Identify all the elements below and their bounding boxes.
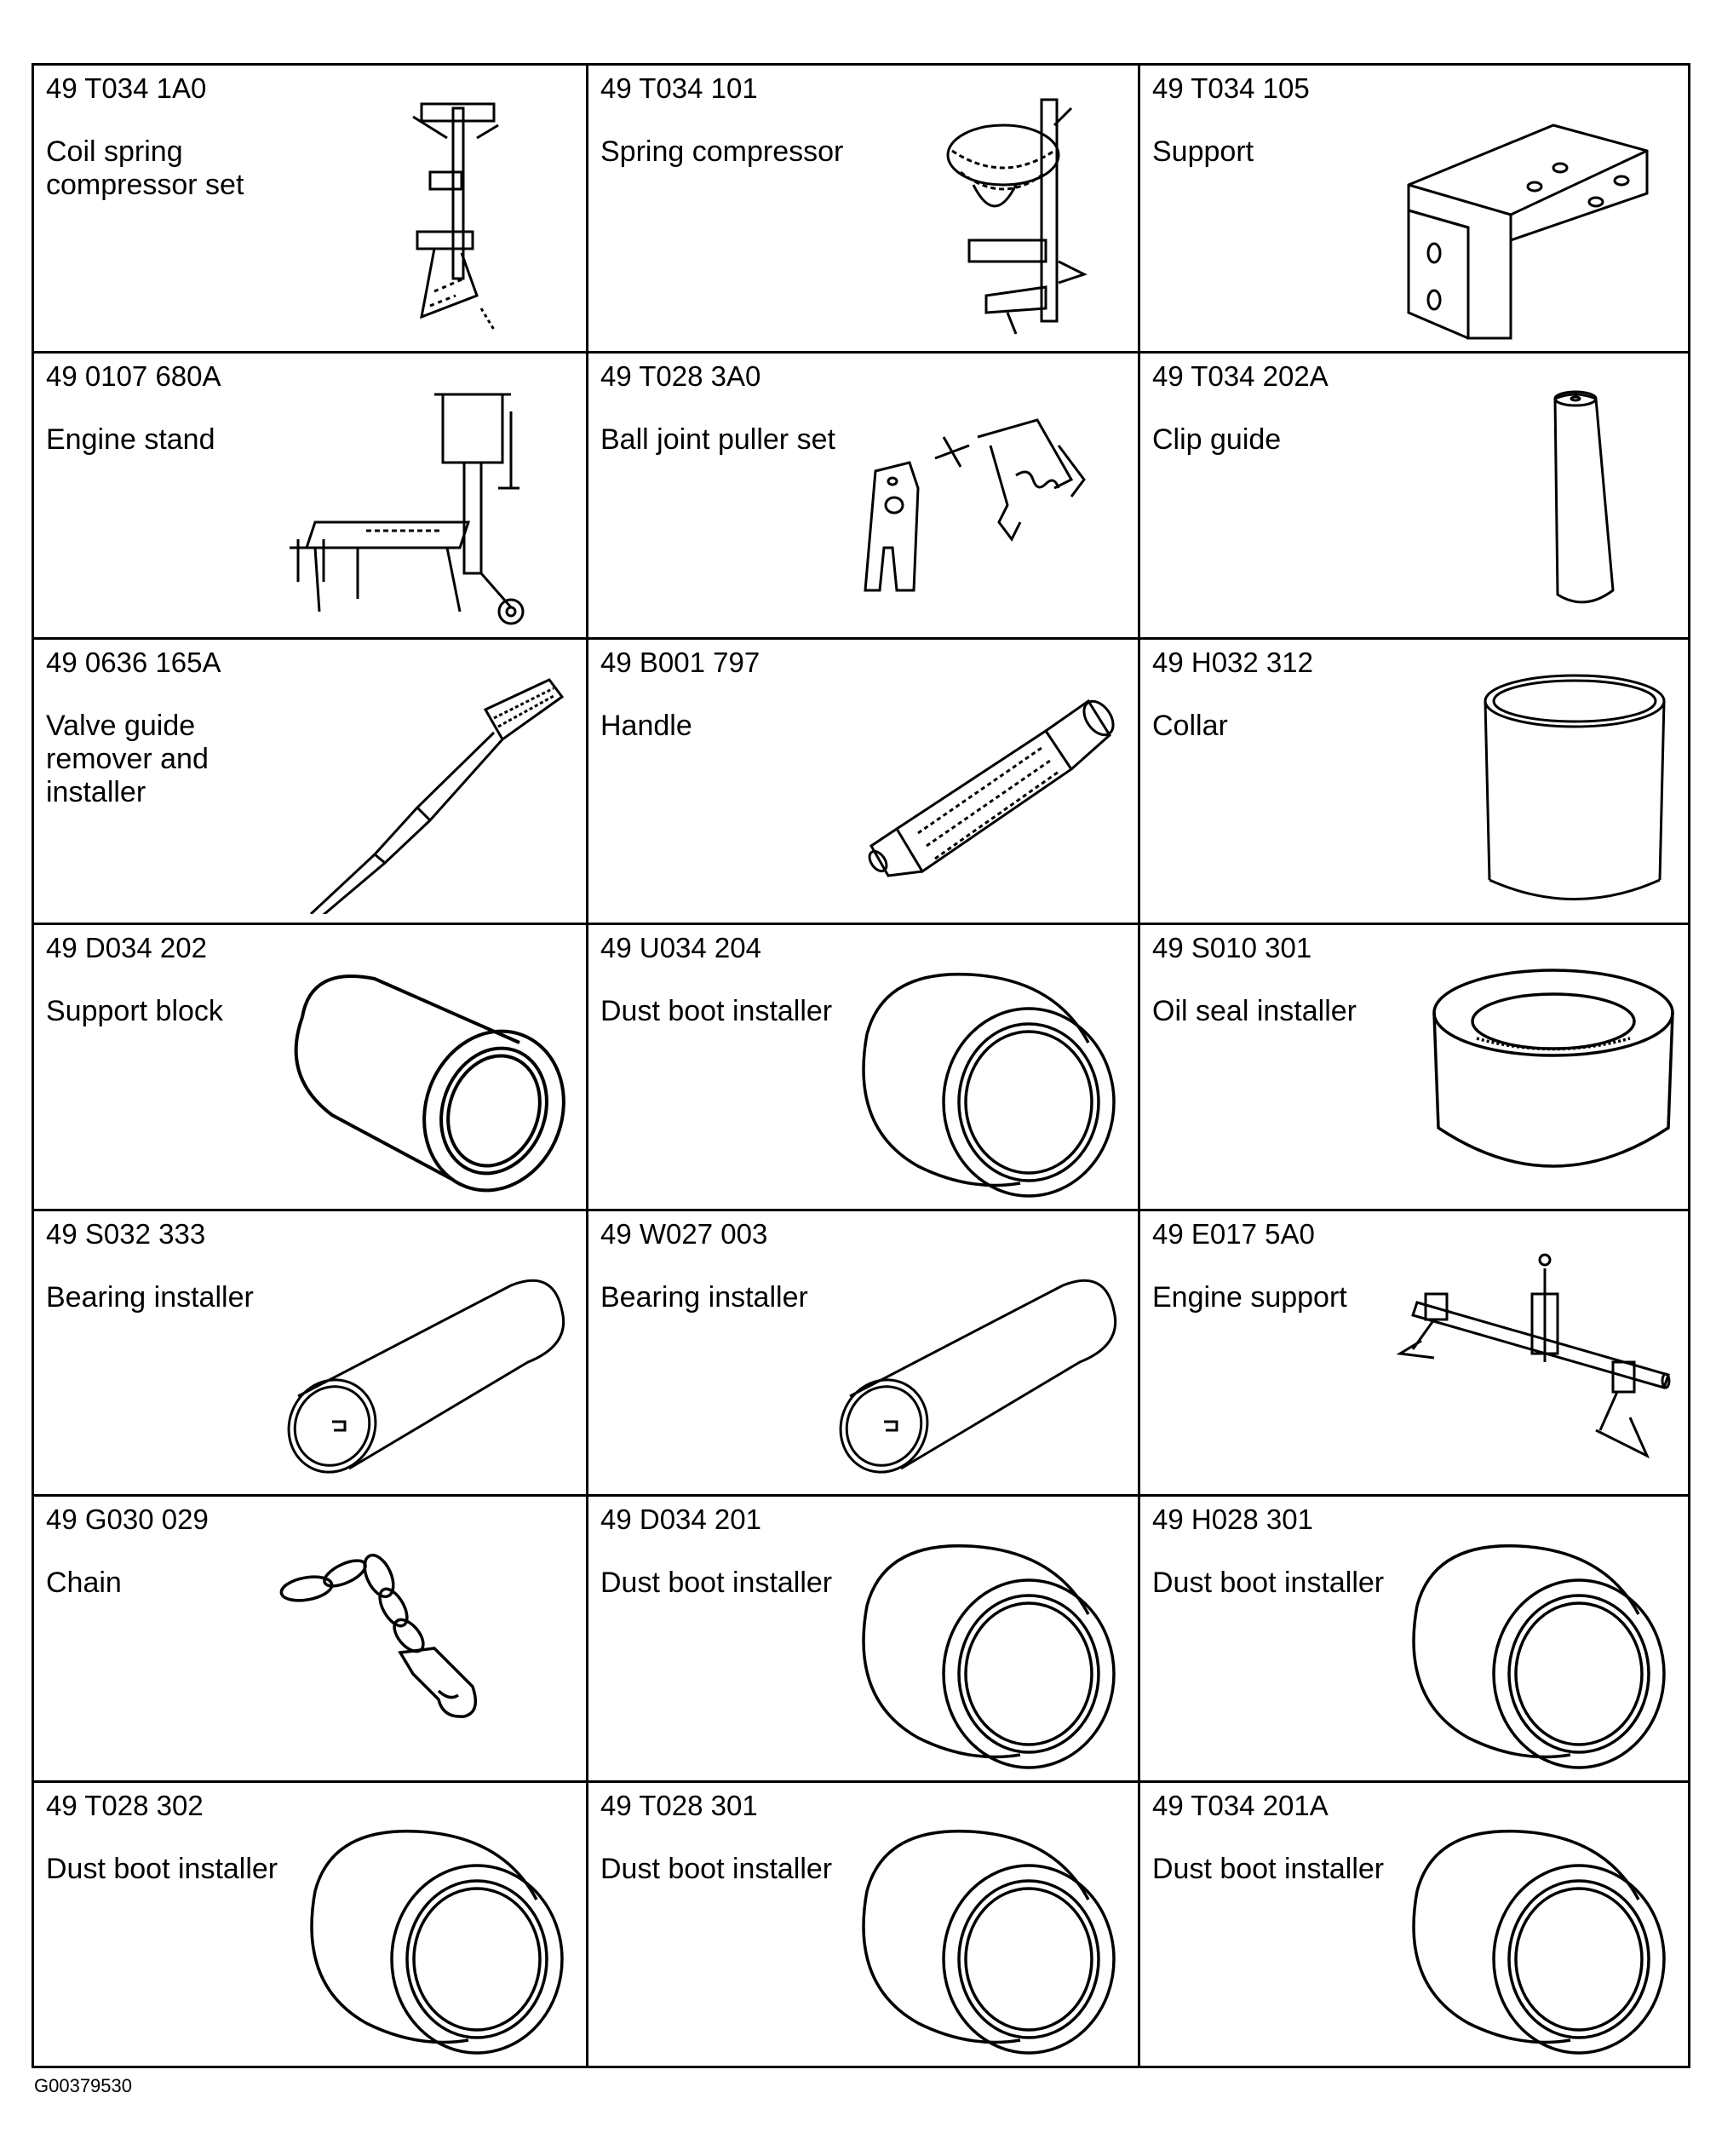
tool-cell xyxy=(1138,1209,1688,1494)
tool-name: Support block xyxy=(46,995,223,1028)
tool-part-number: 49 T034 105 xyxy=(1152,72,1310,104)
tool-name: Engine stand xyxy=(46,423,215,457)
tool-name: Dust boot installer xyxy=(600,995,833,1028)
tool-part-number: 49 E017 5A0 xyxy=(1152,1217,1315,1250)
tool-part-number: 49 0636 165A xyxy=(46,646,221,678)
tool-name: Oil seal installer xyxy=(1152,995,1357,1028)
engine-stand-icon xyxy=(238,377,579,629)
tool-part-number: 49 H032 312 xyxy=(1152,646,1313,678)
tool-part-number: 49 D034 201 xyxy=(600,1503,761,1536)
tool-name: Chain xyxy=(46,1567,122,1600)
bearing-installer-icon xyxy=(238,1234,579,1486)
clip-guide-icon xyxy=(1340,377,1681,629)
tool-part-number: 49 T028 3A0 xyxy=(600,360,761,393)
tool-cell xyxy=(586,1209,1138,1494)
bearing-installer-icon xyxy=(790,1234,1131,1486)
collar-icon xyxy=(1340,663,1681,914)
dust-boot-installer-icon xyxy=(790,1806,1131,2057)
tool-part-number: 49 T034 101 xyxy=(600,72,758,104)
tool-part-number: 49 S010 301 xyxy=(1152,932,1312,964)
engine-support-icon xyxy=(1340,1234,1681,1486)
tool-name: Dust boot installer xyxy=(1152,1567,1385,1600)
tool-cell xyxy=(1138,351,1688,636)
tool-part-number: 49 T034 202A xyxy=(1152,360,1329,393)
chain-icon xyxy=(238,1521,579,1772)
tool-name: Valve guide remover and installer xyxy=(46,709,209,808)
tool-cell xyxy=(34,637,586,923)
tool-cell xyxy=(1138,66,1688,351)
special-tools-table xyxy=(32,63,1690,2068)
tool-cell xyxy=(586,923,1138,1208)
tool-part-number: 49 S032 333 xyxy=(46,1217,206,1250)
tool-name: Dust boot installer xyxy=(46,1852,278,1885)
handle-icon xyxy=(790,663,1131,914)
tool-cell xyxy=(34,1780,586,2066)
tool-part-number: 49 T034 201A xyxy=(1152,1789,1329,1821)
tool-name: Bearing installer xyxy=(46,1280,254,1314)
support-bracket-icon xyxy=(1340,91,1681,342)
dust-boot-installer-icon xyxy=(1340,1521,1681,1772)
tool-part-number: 49 D034 202 xyxy=(46,932,207,964)
tool-cell xyxy=(1138,1494,1688,1779)
tool-cell xyxy=(1138,1780,1688,2066)
figure-id: G00379530 xyxy=(34,2075,132,2096)
tool-part-number: 49 U034 204 xyxy=(600,932,761,964)
tool-name: Dust boot installer xyxy=(1152,1852,1385,1885)
ball-joint-puller-icon xyxy=(790,377,1131,629)
spring-compressor-icon xyxy=(790,91,1131,342)
tool-name: Ball joint puller set xyxy=(600,423,835,457)
tool-name: Engine support xyxy=(1152,1280,1347,1314)
support-block-icon xyxy=(238,949,579,1200)
tool-name: Spring compressor xyxy=(600,135,844,168)
tool-cell xyxy=(1138,637,1688,923)
dust-boot-installer-icon xyxy=(1340,1806,1681,2057)
tool-part-number: 49 H028 301 xyxy=(1152,1503,1313,1536)
dust-boot-installer-icon xyxy=(790,1521,1131,1772)
tool-name: Handle xyxy=(600,709,692,742)
tool-cell xyxy=(586,351,1138,636)
tool-part-number: 49 0107 680A xyxy=(46,360,221,393)
dust-boot-installer-icon xyxy=(790,949,1131,1200)
tool-part-number: 49 W027 003 xyxy=(600,1217,768,1250)
tool-cell xyxy=(34,66,586,351)
tool-name: Bearing installer xyxy=(600,1280,808,1314)
tool-name: Clip guide xyxy=(1152,423,1282,457)
tool-name: Collar xyxy=(1152,709,1228,742)
tool-part-number: 49 G030 029 xyxy=(46,1503,209,1536)
tool-cell xyxy=(586,637,1138,923)
tool-cell xyxy=(34,1494,586,1779)
coil-spring-compressor-icon xyxy=(238,91,579,342)
tool-name: Dust boot installer xyxy=(600,1852,833,1885)
tool-cell xyxy=(586,1494,1138,1779)
tool-name: Dust boot installer xyxy=(600,1567,833,1600)
tool-cell xyxy=(586,66,1138,351)
tool-name: Support xyxy=(1152,135,1254,168)
tool-cell xyxy=(34,351,586,636)
tool-part-number: 49 T028 302 xyxy=(46,1789,204,1821)
tool-cell xyxy=(34,923,586,1208)
tool-part-number: 49 T028 301 xyxy=(600,1789,758,1821)
tool-cell xyxy=(34,1209,586,1494)
tool-name: Coil spring compressor set xyxy=(46,135,244,201)
tool-cell xyxy=(1138,923,1688,1208)
tool-cell xyxy=(586,1780,1138,2066)
tool-part-number: 49 T034 1A0 xyxy=(46,72,207,104)
dust-boot-installer-icon xyxy=(238,1806,579,2057)
valve-guide-tool-icon xyxy=(238,663,579,914)
oil-seal-installer-icon xyxy=(1340,949,1681,1200)
tool-part-number: 49 B001 797 xyxy=(600,646,760,678)
